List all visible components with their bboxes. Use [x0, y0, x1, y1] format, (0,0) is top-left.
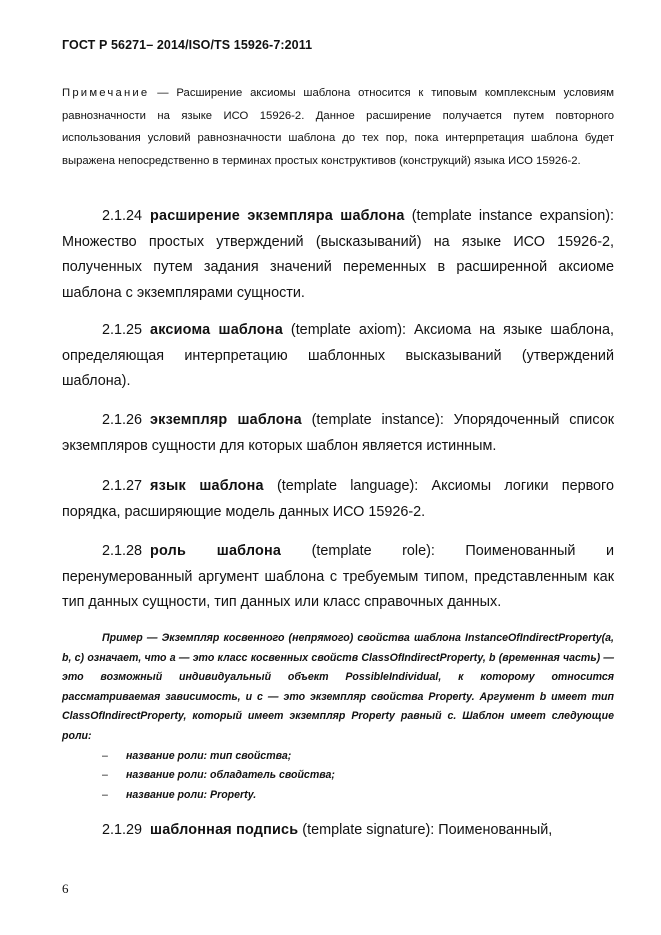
term-name: аксиома шаблона — [150, 322, 283, 338]
list-item-text: название роли: Property. — [126, 788, 257, 801]
list-dash: – — [102, 749, 108, 762]
note-dash: — — [149, 87, 177, 99]
note-text: Расширение аксиомы шаблона относится к типовым комплексным условиям равнозначности на языке ИСО 15926-2. Данное расширение получается путем повторного использования условий равнозначности шаблона до тех пор, пока интерпретация шаблона будет выражена непосредственно в терминах простых конструктивов (конструкций) языка ИСО 15926-2. — [62, 87, 614, 167]
term-2-1-27 — [62, 474, 614, 525]
term-name: расширение экземпляра шаблона — [150, 208, 405, 224]
page-number: 6 — [62, 881, 69, 896]
term-name: экземпляр шаблона — [150, 412, 302, 428]
term-number: 2.1.29 — [102, 822, 143, 838]
term-number: 2.1.28 — [102, 543, 143, 559]
note-label: Примечание — [62, 87, 150, 99]
list-dash: – — [102, 788, 108, 801]
term-definition: (template language): Аксиомы логики первого порядка, расширяющие модель данных ИСО 15926-2. — [62, 478, 614, 520]
term-2-1-28 — [62, 539, 614, 616]
example-block — [62, 629, 614, 805]
term-name: роль шаблона — [150, 543, 282, 559]
term-number: 2.1.25 — [102, 322, 143, 338]
list-dash: – — [102, 769, 108, 782]
list-item — [62, 786, 614, 806]
term-definition: (template instance): Упорядоченный список экземпляров сущности для которых шаблон является истинным. — [62, 412, 614, 454]
document-header: ГОСТ Р 56271– 2014/ISO/TS 15926-7:2011 — [62, 38, 313, 52]
example-text: Пример — Экземпляр косвенного (непрямого) свойства шаблона InstanceOfIndirectProperty(a, b, c) означает, что a — это класс косвенных свойств ClassOfIndirectProperty, b (временная часть) — это возможный индивидуальный объект PossibleIndividual, к которому относится рассматриваемая зависимость, и c — это экземпляр свойства Property. Аргумент b имеет тип ClassOfIndirectProperty, который имеет экземпляр Property равный c. Шаблон имеет следующие роли: — [62, 632, 614, 742]
role-list — [62, 747, 614, 806]
list-item — [62, 747, 614, 767]
list-item — [62, 766, 614, 786]
term-2-1-29 — [62, 818, 614, 844]
list-item-text: название роли: тип свойства; — [126, 749, 292, 762]
term-number: 2.1.27 — [102, 478, 143, 494]
term-name: язык шаблона — [150, 478, 264, 494]
term-name: шаблонная подпись — [150, 822, 299, 838]
term-definition: (template instance expansion): Множество простых утверждений (высказываний) на языке ИСО 15926-2, полученных путем задания значений переменных в расширенной аксиоме шаблона с экземплярами сущности. — [62, 208, 614, 301]
term-definition: (template axiom): Аксиома на языке шаблона, определяющая интерпретацию шаблонных высказываний (утверждений шаблона). — [62, 322, 614, 389]
term-2-1-24 — [62, 204, 614, 306]
term-number: 2.1.24 — [102, 208, 143, 224]
note-paragraph — [62, 82, 614, 172]
term-number: 2.1.26 — [102, 412, 143, 428]
list-item-text: название роли: обладатель свойства; — [126, 769, 335, 782]
term-definition: (template role): Поименованный и перенумерованный аргумент шаблона с требуемым типом, представленным как тип данных сущности, тип данных или класс справочных данных. — [62, 543, 614, 610]
term-definition: (template signature): Поименованный, — [298, 822, 553, 838]
term-2-1-25 — [62, 318, 614, 395]
term-2-1-26 — [62, 408, 614, 459]
